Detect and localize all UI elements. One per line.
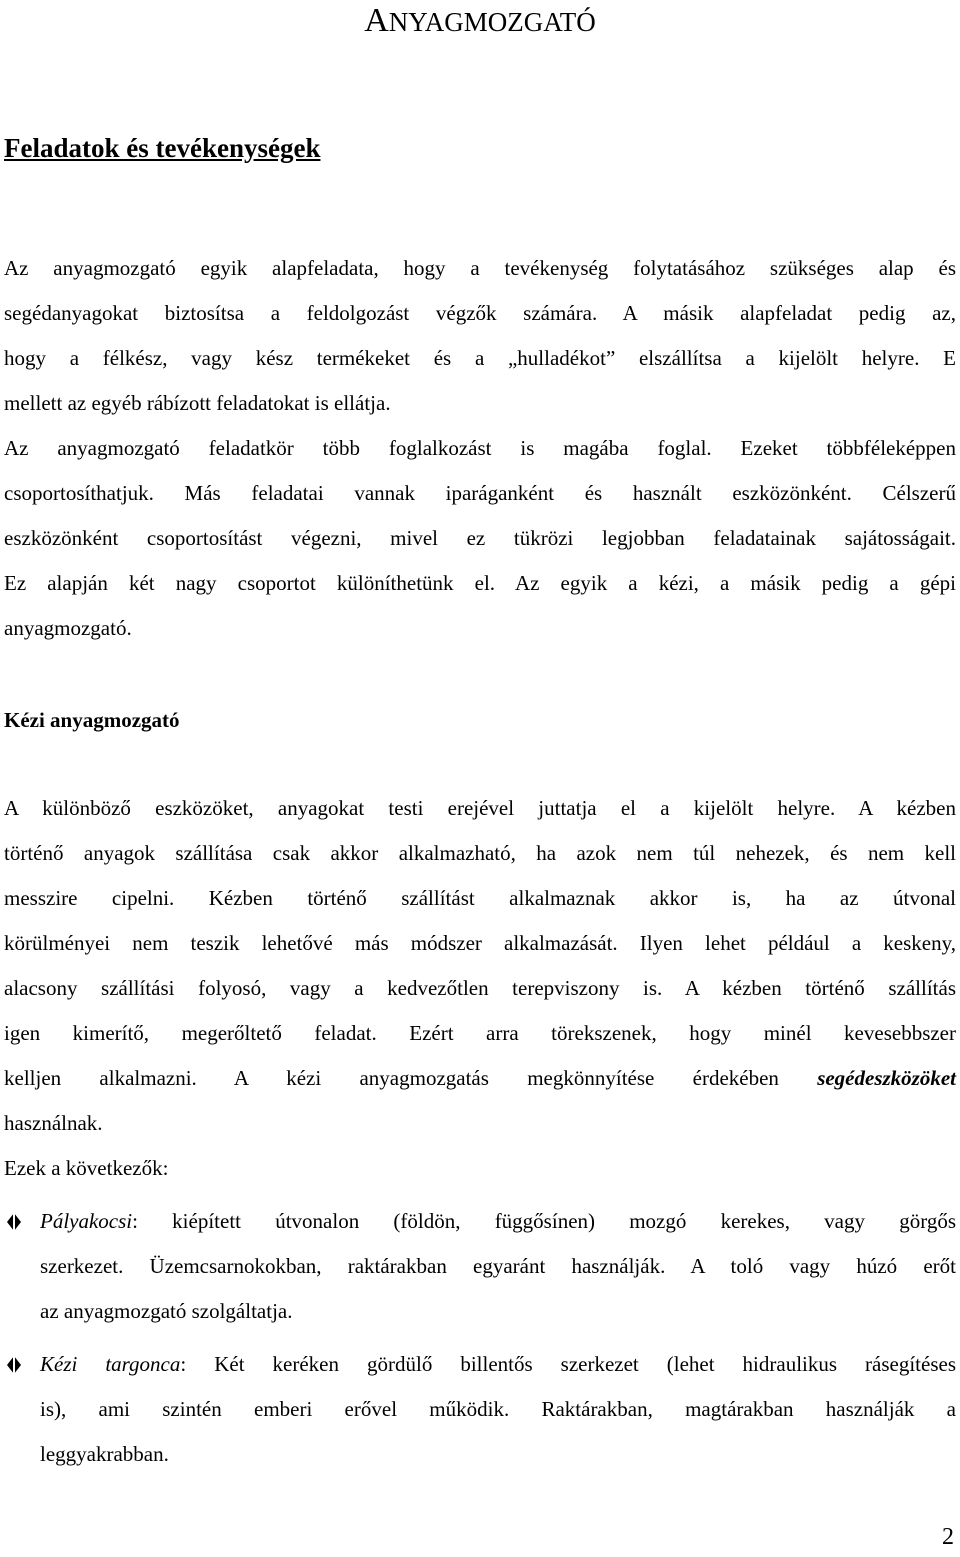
page-title [0, 0, 960, 43]
emphasis-segedeszkozoket: segédeszközöket [817, 1066, 956, 1090]
text-line: is), ami szintén emberi erővel működik. Raktárakban, magtárakban használják a [40, 1397, 956, 1421]
text-line [40, 1342, 956, 1387]
text-line: szerkezet. Üzemcsarnokokban, raktárakban egyaránt használják. A toló vagy húzó erőt [40, 1254, 956, 1278]
text-line: A különböző eszközöket, anyagokat testi erejével juttatja el a kijelölt helyre. A kézben [4, 796, 956, 820]
section-heading-tasks: Feladatok és tevékenységek [4, 133, 321, 163]
text-run: kelljen alkalmazni. A kézi anyagmozgatás megkönnyítése érdekében [4, 1066, 818, 1090]
text-line: igen kimerítő, megerőltető feladat. Ezért arra törekszenek, hogy minél kevesebbszer [4, 1021, 956, 1045]
text-line [40, 1199, 956, 1244]
text-line: történő anyagok szállítása csak akkor alkalmazható, ha azok nem túl nehezek, és nem kell [4, 841, 956, 865]
term-palyakocsi: Pályakocsi [40, 1209, 133, 1233]
diamond-bullet-icon [4, 1355, 24, 1375]
text-line: eszközönként csoportosítást végezni, mivel ez tükrözi legjobban feladatainak sajátosságait. [4, 526, 956, 550]
page-number: 2 [942, 1524, 954, 1550]
list-item-palyakocsi [40, 1199, 956, 1334]
text-line [4, 1056, 956, 1101]
term-kezi-targonca: Kézi targonca [40, 1352, 181, 1376]
text-run: : kiépített útvonalon (földön, függősínen) mozgó kerekes, vagy görgős [132, 1209, 956, 1233]
paragraph-intro [4, 246, 956, 651]
text-line: használnak. [4, 1111, 103, 1135]
list-item-kezi-targonca [40, 1342, 956, 1477]
text-line: mellett az egyéb rábízott feladatokat is ellátja. [4, 391, 391, 415]
text-line: Az anyagmozgató egyik alapfeladata, hogy a tevékenység folytatásához szükséges alap és [4, 256, 956, 280]
text-line: leggyakrabban. [40, 1442, 169, 1466]
diamond-bullet-icon [4, 1212, 24, 1232]
paragraph-manual [4, 786, 956, 1146]
text-line: messzire cipelni. Kézben történő szállítást alkalmaznak akkor is, ha az útvonal [4, 886, 956, 910]
text-run: : Két keréken gördülő billentős szerkezet (lehet hidraulikus rásegítéses [180, 1352, 956, 1376]
text-line: az anyagmozgató szolgáltatja. [40, 1299, 293, 1323]
text-line: anyagmozgató. [4, 616, 132, 640]
text-line: alacsony szállítási folyosó, vagy a kedvezőtlen terepviszony is. A kézben történő szállítás [4, 976, 956, 1000]
text-line: segédanyagokat biztosítsa a feldolgozást végzők számára. A másik alapfeladat pedig az, [4, 301, 956, 325]
section-heading-manual: Kézi anyagmozgató [4, 708, 180, 732]
list-intro: Ezek a következők: [4, 1156, 169, 1180]
text-line: körülményei nem teszik lehetővé más módszer alkalmazását. Ilyen lehet például a keskeny, [4, 931, 956, 955]
text-line: hogy a félkész, vagy kész termékeket és a „hulladékot” elszállítsa a kijelölt helyre. E [4, 346, 956, 370]
text-line: Az anyagmozgató feladatkör több foglalkozást is magába foglal. Ezeket többféleképpen [4, 436, 956, 460]
text-line: csoportosíthatjuk. Más feladatai vannak iparáganként és használt eszközönként. Célszerű [4, 481, 956, 505]
title-rest: NYAGMOZGATÓ [388, 7, 596, 37]
title-first-letter: A [364, 2, 389, 39]
text-line: Ez alapján két nagy csoportot különíthetünk el. Az egyik a kézi, a másik pedig a gépi [4, 571, 956, 595]
